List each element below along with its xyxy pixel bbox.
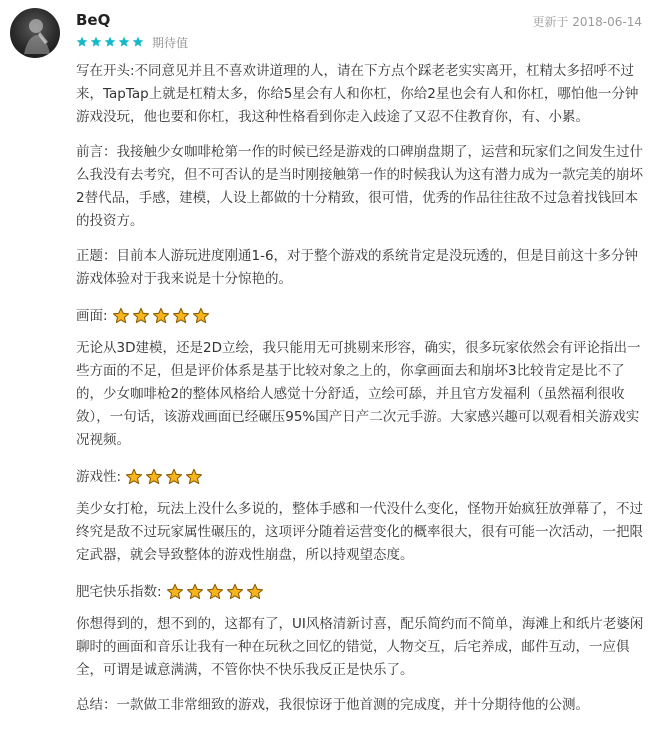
username[interactable]: BeQ xyxy=(76,11,111,29)
otaku-label: 肥宅快乐指数: xyxy=(76,583,162,600)
star-icon xyxy=(125,468,143,486)
star-icon xyxy=(226,583,244,601)
graphics-label: 画面: xyxy=(76,307,108,324)
star-icon xyxy=(132,307,150,325)
gameplay-label: 游戏性: xyxy=(76,468,122,485)
review-body xyxy=(76,60,646,729)
avatar-figure-icon xyxy=(10,8,60,58)
otaku-stars xyxy=(166,583,264,601)
status-label: 期待值 xyxy=(152,35,189,50)
gameplay-score xyxy=(76,464,646,490)
star-icon xyxy=(112,307,130,325)
summary-paragraph: 总结：一款做工非常细致的游戏，我很惊讶于他首测的完成度，并十分期待他的公测。 xyxy=(76,697,589,713)
otaku-paragraph: 你想得到的，想不到的，这都有了，UI风格清新讨喜，配乐简约而不简单，海滩上和纸片老婆闲聊时的画面和音乐让我有一种在玩秋之回忆的错觉，人物交互，后宅养成，邮件互动，一应俱全，可谓是诚意满满，不管你快不快乐我反正是快乐了。 xyxy=(76,616,644,678)
star-icon xyxy=(192,307,210,325)
star-icon xyxy=(186,583,204,601)
user-rating-stars xyxy=(76,36,144,48)
gameplay-paragraph: 美少女打枪，玩法上没什么多说的，整体手感和一代没什么变化，怪物开始疯狂放弹幕了，不过终究是敌不过玩家属性碾压的，这项评分随着运营变化的概率很大，很有可能一次活动，一把限定武器，就会导致整体的游戏性崩盘，所以持观望态度。 xyxy=(76,501,643,563)
star-icon xyxy=(246,583,264,601)
main-paragraph: 正题：目前本人游玩进度刚通1-6，对于整个游戏的系统肯定是没玩透的，但是目前这十多分钟游戏体验对于我来说是十分惊艳的。 xyxy=(76,248,639,287)
star-icon xyxy=(172,307,190,325)
star-icon xyxy=(185,468,203,486)
star-icon xyxy=(76,36,88,48)
star-icon xyxy=(206,583,224,601)
star-icon xyxy=(152,307,170,325)
user-avatar[interactable] xyxy=(10,8,60,58)
graphics-stars xyxy=(112,307,210,325)
update-date: 更新于 2018-06-14 xyxy=(532,15,642,29)
graphics-paragraph: 无论从3D建模，还是2D立绘，我只能用无可挑剔来形容，确实，很多玩家依然会有评论指出一些方面的不足，但是评价体系是基于比较对象之上的，你拿画面去和崩坏3比较肯定是比不了的，少女咖啡枪2的整体风格给人感觉十分舒适，立绘可舔，并且官方发福利（虽然福利很收敛），一句话，该游戏画面已经碾压95%国产日产二次元手游。大家感兴趣可以观看相关游戏实况视频。 xyxy=(76,340,641,448)
graphics-score xyxy=(76,303,646,329)
star-icon xyxy=(90,36,102,48)
star-icon xyxy=(165,468,183,486)
star-icon xyxy=(132,36,144,48)
star-icon xyxy=(118,36,130,48)
gameplay-stars xyxy=(125,468,203,486)
review-header xyxy=(0,0,662,64)
otaku-score xyxy=(76,579,646,605)
star-icon xyxy=(145,468,163,486)
intro-paragraph: 写在开头:不同意见并且不喜欢讲道理的人，请在下方点个踩老老实实离开，杠精太多招呼不过来，TapTap上就是杠精太多，你给5星会有人和你杠，你给2星也会有人和你杠，哪怕他一分钟游戏没玩，他也要和你杠，我这种性格看到你走入歧途了又忍不住教育你，有、小累。 xyxy=(76,63,639,125)
preface-paragraph: 前言：我接触少女咖啡枪第一作的时候已经是游戏的口碑崩盘期了，运营和玩家们之间发生过什么我没有去考究，但不可否认的是当时刚接触第一作的时候我认为这有潜力成为一款完美的崩坏2替代品，手感，建模，人设上都做的十分精致，很可惜，优秀的作品往往敌不过急着找钱回本的投资方。 xyxy=(76,144,643,229)
star-icon xyxy=(104,36,116,48)
user-rating xyxy=(76,34,188,50)
star-icon xyxy=(166,583,184,601)
